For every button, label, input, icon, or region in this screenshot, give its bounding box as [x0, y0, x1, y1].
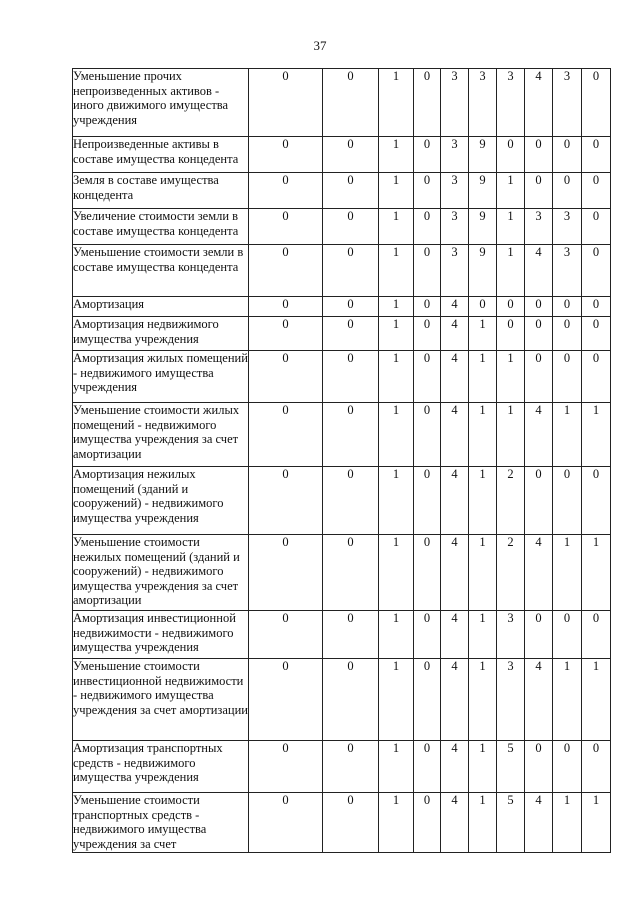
code-digit-cell: 4 — [441, 317, 469, 351]
code-digit-cell: 3 — [553, 69, 582, 137]
code-digit-cell: 0 — [414, 69, 441, 137]
code-digit-cell: 9 — [469, 173, 497, 209]
code-digit-cell: 0 — [525, 741, 553, 793]
code-digit-cell: 0 — [249, 535, 323, 611]
account-codes-table — [72, 68, 611, 853]
code-digit-cell: 0 — [249, 659, 323, 741]
code-digit-cell: 1 — [553, 403, 582, 467]
code-digit-cell: 1 — [469, 535, 497, 611]
code-digit-cell: 3 — [441, 173, 469, 209]
account-name-cell: Непроизведенные активы в составе имущества концедента — [73, 137, 249, 173]
code-digit-cell: 0 — [553, 611, 582, 659]
account-name-cell: Амортизация недвижимого имущества учреждения — [73, 317, 249, 351]
code-digit-cell: 0 — [323, 793, 379, 853]
code-digit-cell: 0 — [525, 317, 553, 351]
account-name-cell: Уменьшение стоимости инвестиционной недвижимости - недвижимого имущества учреждения за счет амортизации — [73, 659, 249, 741]
code-digit-cell: 0 — [497, 317, 525, 351]
code-digit-cell: 0 — [249, 137, 323, 173]
code-digit-cell: 1 — [469, 793, 497, 853]
code-digit-cell: 1 — [582, 659, 611, 741]
code-digit-cell: 0 — [323, 317, 379, 351]
code-digit-cell: 4 — [525, 793, 553, 853]
code-digit-cell: 0 — [414, 297, 441, 317]
code-digit-cell: 0 — [323, 467, 379, 535]
code-digit-cell: 3 — [441, 69, 469, 137]
code-digit-cell: 0 — [582, 297, 611, 317]
table-row — [73, 467, 611, 535]
code-digit-cell: 0 — [249, 741, 323, 793]
code-digit-cell: 0 — [414, 793, 441, 853]
code-digit-cell: 0 — [414, 611, 441, 659]
code-digit-cell: 3 — [525, 209, 553, 245]
table-row — [73, 659, 611, 741]
code-digit-cell: 4 — [441, 297, 469, 317]
code-digit-cell: 0 — [249, 317, 323, 351]
code-digit-cell: 0 — [582, 69, 611, 137]
table-row — [73, 137, 611, 173]
account-name-cell: Уменьшение стоимости транспортных средств - недвижимого имущества учреждения за счет — [73, 793, 249, 853]
code-digit-cell: 0 — [553, 297, 582, 317]
account-name-cell: Земля в составе имущества концедента — [73, 173, 249, 209]
code-digit-cell: 0 — [323, 245, 379, 297]
code-digit-cell: 4 — [525, 535, 553, 611]
code-digit-cell: 0 — [414, 659, 441, 741]
table-row — [73, 351, 611, 403]
code-digit-cell: 0 — [249, 467, 323, 535]
code-digit-cell: 0 — [249, 793, 323, 853]
code-digit-cell: 1 — [379, 659, 414, 741]
code-digit-cell: 0 — [525, 611, 553, 659]
account-name-cell: Амортизация — [73, 297, 249, 317]
code-digit-cell: 1 — [469, 351, 497, 403]
code-digit-cell: 0 — [553, 317, 582, 351]
code-digit-cell: 1 — [379, 297, 414, 317]
account-name-cell: Увеличение стоимости земли в составе имущества концедента — [73, 209, 249, 245]
code-digit-cell: 1 — [379, 209, 414, 245]
table-row — [73, 793, 611, 853]
table-row — [73, 245, 611, 297]
code-digit-cell: 1 — [469, 741, 497, 793]
code-digit-cell: 1 — [469, 403, 497, 467]
code-digit-cell: 9 — [469, 209, 497, 245]
code-digit-cell: 1 — [379, 351, 414, 403]
code-digit-cell: 0 — [525, 137, 553, 173]
code-digit-cell: 1 — [379, 137, 414, 173]
code-digit-cell: 0 — [497, 297, 525, 317]
code-digit-cell: 0 — [553, 467, 582, 535]
code-digit-cell: 5 — [497, 793, 525, 853]
code-digit-cell: 0 — [414, 317, 441, 351]
code-digit-cell: 0 — [582, 317, 611, 351]
code-digit-cell: 0 — [525, 297, 553, 317]
table-row — [73, 611, 611, 659]
code-digit-cell: 0 — [249, 351, 323, 403]
account-name-cell: Уменьшение стоимости жилых помещений - недвижимого имущества учреждения за счет амортизации — [73, 403, 249, 467]
table-row — [73, 69, 611, 137]
code-digit-cell: 0 — [414, 245, 441, 297]
code-digit-cell: 0 — [323, 403, 379, 467]
code-digit-cell: 3 — [497, 659, 525, 741]
code-digit-cell: 3 — [441, 245, 469, 297]
table-row — [73, 535, 611, 611]
code-digit-cell: 0 — [414, 137, 441, 173]
account-name-cell: Уменьшение стоимости нежилых помещений (зданий и сооружений) - недвижимого имущества учреждения за счет амортизации — [73, 535, 249, 611]
table-row — [73, 317, 611, 351]
code-digit-cell: 0 — [323, 611, 379, 659]
code-digit-cell: 0 — [249, 245, 323, 297]
code-digit-cell: 0 — [414, 535, 441, 611]
code-digit-cell: 0 — [249, 69, 323, 137]
code-digit-cell: 0 — [582, 467, 611, 535]
table-row — [73, 741, 611, 793]
code-digit-cell: 0 — [582, 209, 611, 245]
code-digit-cell: 0 — [323, 173, 379, 209]
code-digit-cell: 4 — [441, 351, 469, 403]
code-digit-cell: 0 — [525, 467, 553, 535]
code-digit-cell: 4 — [525, 69, 553, 137]
code-digit-cell: 0 — [414, 351, 441, 403]
code-digit-cell: 3 — [497, 611, 525, 659]
account-name-cell: Амортизация инвестиционной недвижимости - недвижимого имущества учреждения — [73, 611, 249, 659]
code-digit-cell: 0 — [323, 535, 379, 611]
code-digit-cell: 4 — [441, 611, 469, 659]
code-digit-cell: 0 — [323, 69, 379, 137]
code-digit-cell: 1 — [379, 535, 414, 611]
code-digit-cell: 4 — [525, 403, 553, 467]
code-digit-cell: 4 — [525, 245, 553, 297]
code-digit-cell: 1 — [379, 741, 414, 793]
code-digit-cell: 1 — [469, 659, 497, 741]
code-digit-cell: 1 — [469, 317, 497, 351]
code-digit-cell: 0 — [249, 173, 323, 209]
code-digit-cell: 1 — [379, 317, 414, 351]
code-digit-cell: 3 — [553, 209, 582, 245]
code-digit-cell: 0 — [553, 173, 582, 209]
code-digit-cell: 2 — [497, 467, 525, 535]
table-body — [73, 69, 611, 853]
code-digit-cell: 0 — [553, 351, 582, 403]
code-digit-cell: 0 — [323, 351, 379, 403]
code-digit-cell: 0 — [249, 209, 323, 245]
code-digit-cell: 0 — [249, 403, 323, 467]
code-digit-cell: 0 — [414, 173, 441, 209]
code-digit-cell: 1 — [379, 173, 414, 209]
code-digit-cell: 0 — [582, 245, 611, 297]
code-digit-cell: 0 — [525, 351, 553, 403]
code-digit-cell: 9 — [469, 137, 497, 173]
code-digit-cell: 1 — [379, 403, 414, 467]
table-row — [73, 173, 611, 209]
code-digit-cell: 1 — [553, 793, 582, 853]
account-name-cell: Амортизация транспортных средств - недвижимого имущества учреждения — [73, 741, 249, 793]
code-digit-cell: 1 — [582, 403, 611, 467]
code-digit-cell: 3 — [497, 69, 525, 137]
code-digit-cell: 1 — [379, 69, 414, 137]
code-digit-cell: 0 — [323, 209, 379, 245]
code-digit-cell: 1 — [553, 535, 582, 611]
code-digit-cell: 0 — [582, 741, 611, 793]
code-digit-cell: 0 — [249, 611, 323, 659]
code-digit-cell: 4 — [441, 467, 469, 535]
code-digit-cell: 2 — [497, 535, 525, 611]
code-digit-cell: 0 — [497, 137, 525, 173]
code-digit-cell: 1 — [553, 659, 582, 741]
table-row — [73, 297, 611, 317]
code-digit-cell: 4 — [441, 659, 469, 741]
code-digit-cell: 0 — [582, 611, 611, 659]
code-digit-cell: 1 — [469, 467, 497, 535]
code-digit-cell: 3 — [469, 69, 497, 137]
code-digit-cell: 0 — [414, 403, 441, 467]
code-digit-cell: 0 — [582, 173, 611, 209]
code-digit-cell: 0 — [582, 137, 611, 173]
code-digit-cell: 1 — [379, 793, 414, 853]
code-digit-cell: 9 — [469, 245, 497, 297]
code-digit-cell: 0 — [414, 467, 441, 535]
code-digit-cell: 1 — [379, 245, 414, 297]
code-digit-cell: 4 — [525, 659, 553, 741]
code-digit-cell: 0 — [414, 741, 441, 793]
code-digit-cell: 0 — [553, 137, 582, 173]
account-name-cell: Амортизация жилых помещений - недвижимого имущества учреждения — [73, 351, 249, 403]
code-digit-cell: 4 — [441, 535, 469, 611]
code-digit-cell: 3 — [553, 245, 582, 297]
code-digit-cell: 1 — [497, 403, 525, 467]
code-digit-cell: 0 — [323, 137, 379, 173]
code-digit-cell: 1 — [497, 245, 525, 297]
table-row — [73, 209, 611, 245]
code-digit-cell: 1 — [379, 611, 414, 659]
code-digit-cell: 0 — [323, 297, 379, 317]
code-digit-cell: 0 — [249, 297, 323, 317]
code-digit-cell: 1 — [582, 793, 611, 853]
code-digit-cell: 3 — [441, 137, 469, 173]
account-name-cell: Уменьшение прочих непроизведенных активов - иного движимого имущества учреждения — [73, 69, 249, 137]
code-digit-cell: 0 — [525, 173, 553, 209]
code-digit-cell: 1 — [469, 611, 497, 659]
code-digit-cell: 5 — [497, 741, 525, 793]
code-digit-cell: 0 — [582, 351, 611, 403]
code-digit-cell: 1 — [497, 173, 525, 209]
table-row — [73, 403, 611, 467]
code-digit-cell: 0 — [323, 659, 379, 741]
code-digit-cell: 0 — [553, 741, 582, 793]
code-digit-cell: 1 — [379, 467, 414, 535]
code-digit-cell: 1 — [582, 535, 611, 611]
code-digit-cell: 0 — [414, 209, 441, 245]
code-digit-cell: 4 — [441, 793, 469, 853]
code-digit-cell: 4 — [441, 741, 469, 793]
code-digit-cell: 0 — [469, 297, 497, 317]
code-digit-cell: 0 — [323, 741, 379, 793]
account-name-cell: Амортизация нежилых помещений (зданий и сооружений) - недвижимого имущества учреждения — [73, 467, 249, 535]
code-digit-cell: 4 — [441, 403, 469, 467]
code-digit-cell: 3 — [441, 209, 469, 245]
page-number: 37 — [313, 38, 327, 53]
code-digit-cell: 1 — [497, 209, 525, 245]
code-digit-cell: 1 — [497, 351, 525, 403]
account-name-cell: Уменьшение стоимости земли в составе имущества концедента — [73, 245, 249, 297]
